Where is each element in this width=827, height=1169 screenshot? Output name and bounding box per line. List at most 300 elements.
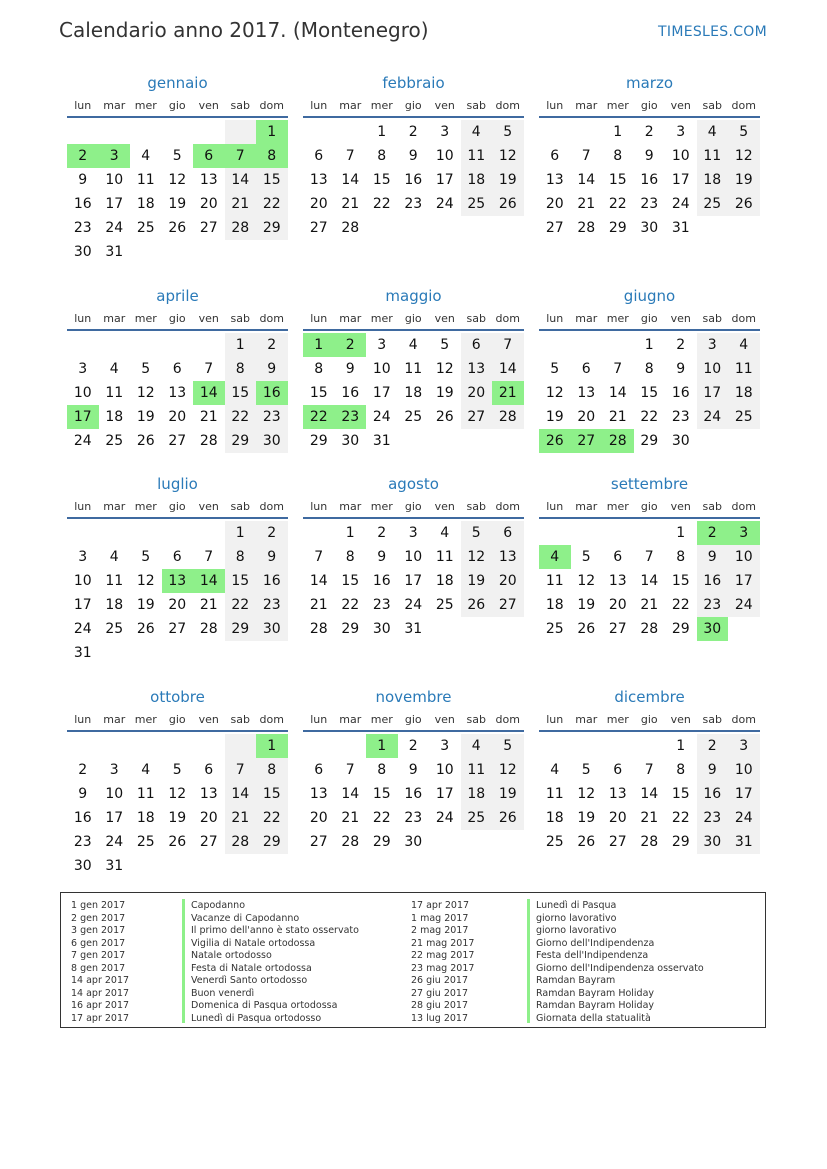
day-cell: 11 bbox=[435, 549, 454, 565]
day-cell: 24 bbox=[105, 220, 124, 236]
weekday-label: mar bbox=[575, 312, 598, 325]
weekday-label: dom bbox=[731, 500, 756, 513]
day-cell: 15 bbox=[671, 573, 690, 589]
day-cell: 31 bbox=[105, 244, 124, 260]
weekday-label: mar bbox=[575, 500, 598, 513]
empty-cell bbox=[256, 854, 288, 878]
day-cell: 11 bbox=[136, 786, 155, 802]
weekday-label: lun bbox=[546, 500, 564, 513]
day-cell: 9 bbox=[78, 172, 88, 188]
day-cell: 29 bbox=[225, 617, 257, 641]
day-cell: 24 bbox=[728, 593, 760, 617]
empty-cell bbox=[99, 333, 131, 357]
weekday-label: ven bbox=[198, 500, 219, 513]
weekday-label: gio bbox=[640, 99, 658, 112]
day-cell: 18 bbox=[105, 409, 124, 425]
day-cell: 8 bbox=[225, 357, 257, 381]
weekday-header bbox=[67, 309, 288, 331]
weekday-label: gio bbox=[640, 713, 658, 726]
day-cell: 31 bbox=[105, 858, 124, 874]
day-cell: 3 bbox=[377, 337, 387, 353]
weekday-label: ven bbox=[434, 500, 455, 513]
weekday-label: gio bbox=[404, 500, 422, 513]
legend-date: 6 gen 2017 bbox=[71, 937, 126, 949]
day-cell: 15 bbox=[372, 786, 391, 802]
day-cell: 13 bbox=[162, 569, 194, 593]
day-cell: 20 bbox=[461, 381, 493, 405]
weekday-label: lun bbox=[310, 500, 328, 513]
day-cell: 3 bbox=[78, 549, 88, 565]
day-cell: 15 bbox=[225, 569, 257, 593]
empty-cell bbox=[539, 120, 571, 144]
day-cell: 17 bbox=[671, 172, 690, 188]
empty-cell bbox=[602, 521, 634, 545]
empty-cell bbox=[461, 830, 493, 854]
day-cell: 5 bbox=[492, 734, 524, 758]
day-cell: 20 bbox=[608, 810, 627, 826]
day-cell: 5 bbox=[141, 549, 151, 565]
day-cell: 25 bbox=[105, 433, 124, 449]
weekday-label: lun bbox=[74, 500, 92, 513]
weekday-label: dom bbox=[495, 312, 520, 325]
day-cell: 22 bbox=[671, 597, 690, 613]
day-cell: 28 bbox=[225, 216, 257, 240]
day-cell: 9 bbox=[676, 361, 686, 377]
day-cell: 3 bbox=[697, 333, 729, 357]
empty-cell bbox=[256, 641, 288, 665]
day-cell: 11 bbox=[136, 172, 155, 188]
day-cell: 11 bbox=[697, 144, 729, 168]
day-cell: 19 bbox=[435, 385, 454, 401]
weekday-label: ven bbox=[198, 99, 219, 112]
day-cell: 20 bbox=[577, 409, 596, 425]
day-cell: 3 bbox=[728, 521, 760, 545]
day-cell: 16 bbox=[404, 786, 423, 802]
legend-holiday-name: Lunedì di Pasqua bbox=[536, 900, 617, 911]
weekday-label: lun bbox=[74, 99, 92, 112]
day-cell: 20 bbox=[309, 810, 328, 826]
day-cell: 23 bbox=[697, 593, 729, 617]
month-settembre bbox=[539, 473, 760, 641]
empty-cell bbox=[162, 120, 194, 144]
holiday-legend bbox=[60, 892, 766, 1028]
day-cell: 4 bbox=[440, 525, 450, 541]
day-cell: 8 bbox=[676, 762, 686, 778]
day-cell: 13 bbox=[309, 172, 328, 188]
day-cell: 28 bbox=[225, 830, 257, 854]
day-cell: 10 bbox=[435, 762, 454, 778]
weekday-label: mer bbox=[606, 713, 629, 726]
day-cell: 1 bbox=[377, 124, 387, 140]
day-cell: 30 bbox=[73, 858, 92, 874]
day-cell: 18 bbox=[404, 385, 423, 401]
empty-cell bbox=[162, 240, 194, 264]
month-title: marzo bbox=[625, 74, 674, 92]
day-cell: 7 bbox=[225, 758, 257, 782]
weekday-label: sab bbox=[702, 312, 722, 325]
day-cell: 27 bbox=[199, 834, 218, 850]
month-luglio bbox=[67, 473, 288, 665]
day-cell: 13 bbox=[545, 172, 564, 188]
day-cell: 16 bbox=[256, 381, 288, 405]
day-cell: 6 bbox=[193, 144, 225, 168]
day-grid bbox=[539, 521, 760, 641]
legend-holiday-name: giorno lavorativo bbox=[536, 925, 617, 936]
day-cell: 28 bbox=[199, 621, 218, 637]
day-cell: 17 bbox=[435, 786, 454, 802]
day-cell: 4 bbox=[408, 337, 418, 353]
month-title: maggio bbox=[385, 287, 442, 305]
weekday-label: ven bbox=[198, 312, 219, 325]
day-cell: 24 bbox=[435, 810, 454, 826]
weekday-label: gio bbox=[640, 500, 658, 513]
empty-cell bbox=[429, 617, 461, 641]
weekday-label: lun bbox=[546, 312, 564, 325]
day-cell: 7 bbox=[581, 148, 591, 164]
day-grid bbox=[303, 120, 524, 240]
day-cell: 23 bbox=[335, 405, 367, 429]
day-cell: 24 bbox=[697, 405, 729, 429]
legend-holiday-name: Il primo dell'anno è stato osservato bbox=[191, 925, 359, 936]
legend-holiday-name: Ramdan Bayram bbox=[536, 975, 616, 986]
weekday-label: mer bbox=[606, 312, 629, 325]
legend-holiday-name: Natale ortodosso bbox=[191, 950, 272, 961]
empty-cell bbox=[492, 830, 524, 854]
day-cell: 25 bbox=[697, 192, 729, 216]
empty-cell bbox=[366, 216, 398, 240]
day-cell: 19 bbox=[545, 409, 564, 425]
day-cell: 17 bbox=[728, 569, 760, 593]
weekday-label: sab bbox=[230, 713, 250, 726]
weekday-label: mar bbox=[575, 713, 598, 726]
day-cell: 20 bbox=[168, 409, 187, 425]
day-grid bbox=[67, 734, 288, 878]
day-cell: 11 bbox=[105, 385, 124, 401]
day-cell: 23 bbox=[73, 220, 92, 236]
weekday-label: lun bbox=[310, 312, 328, 325]
day-cell: 8 bbox=[256, 144, 288, 168]
weekday-label: mar bbox=[103, 99, 126, 112]
empty-cell bbox=[99, 120, 131, 144]
day-cell: 8 bbox=[613, 148, 623, 164]
legend-date: 8 gen 2017 bbox=[71, 962, 126, 974]
day-cell: 15 bbox=[256, 168, 288, 192]
legend-date: 27 giu 2017 bbox=[411, 987, 468, 999]
empty-cell bbox=[162, 734, 194, 758]
day-cell: 12 bbox=[168, 786, 187, 802]
day-cell: 17 bbox=[73, 597, 92, 613]
weekday-label: dom bbox=[495, 99, 520, 112]
day-cell: 7 bbox=[644, 762, 654, 778]
day-cell: 27 bbox=[608, 834, 627, 850]
day-cell: 23 bbox=[697, 806, 729, 830]
day-cell: 6 bbox=[613, 549, 623, 565]
day-cell: 24 bbox=[404, 597, 423, 613]
day-cell: 15 bbox=[640, 385, 659, 401]
day-cell: 12 bbox=[545, 385, 564, 401]
day-cell: 15 bbox=[225, 381, 257, 405]
day-cell: 23 bbox=[372, 597, 391, 613]
day-cell: 6 bbox=[172, 361, 182, 377]
empty-cell bbox=[539, 521, 571, 545]
empty-cell bbox=[130, 854, 162, 878]
empty-cell bbox=[728, 216, 760, 240]
legend-marker-right bbox=[527, 899, 530, 1023]
empty-cell bbox=[99, 521, 131, 545]
day-cell: 7 bbox=[613, 361, 623, 377]
weekday-label: sab bbox=[466, 312, 486, 325]
empty-cell bbox=[162, 521, 194, 545]
empty-cell bbox=[571, 734, 603, 758]
day-cell: 5 bbox=[581, 549, 591, 565]
day-cell: 27 bbox=[309, 834, 328, 850]
legend-date: 1 mag 2017 bbox=[411, 912, 469, 924]
day-cell: 24 bbox=[73, 621, 92, 637]
day-cell: 3 bbox=[78, 361, 88, 377]
day-cell: 1 bbox=[303, 333, 335, 357]
day-cell: 13 bbox=[309, 786, 328, 802]
day-cell: 15 bbox=[256, 782, 288, 806]
day-cell: 29 bbox=[256, 216, 288, 240]
month-title: gennaio bbox=[147, 74, 208, 92]
empty-cell bbox=[539, 333, 571, 357]
day-cell: 16 bbox=[404, 172, 423, 188]
day-cell: 24 bbox=[435, 196, 454, 212]
day-cell: 10 bbox=[728, 758, 760, 782]
day-cell: 26 bbox=[461, 593, 493, 617]
legend-holiday-name: Venerdì Santo ortodosso bbox=[191, 975, 308, 986]
legend-holiday-name: Capodanno bbox=[191, 900, 246, 911]
day-cell: 5 bbox=[728, 120, 760, 144]
day-cell: 1 bbox=[676, 525, 686, 541]
day-cell: 10 bbox=[372, 361, 391, 377]
legend-date: 26 giu 2017 bbox=[411, 975, 468, 986]
weekday-label: ven bbox=[434, 312, 455, 325]
day-cell: 28 bbox=[492, 405, 524, 429]
day-cell: 14 bbox=[225, 168, 257, 192]
empty-cell bbox=[398, 429, 430, 453]
weekday-label: gio bbox=[404, 99, 422, 112]
day-cell: 5 bbox=[581, 762, 591, 778]
weekday-label: ven bbox=[434, 713, 455, 726]
legend-dates-left bbox=[71, 900, 129, 1025]
weekday-header bbox=[539, 309, 760, 331]
day-cell: 29 bbox=[608, 220, 627, 236]
day-cell: 8 bbox=[676, 549, 686, 565]
month-title: giugno bbox=[623, 287, 676, 305]
day-cell: 12 bbox=[461, 545, 493, 569]
day-cell: 12 bbox=[492, 144, 524, 168]
day-cell: 26 bbox=[577, 834, 596, 850]
day-cell: 17 bbox=[67, 405, 99, 429]
brand-link[interactable]: TIMESLES.COM bbox=[658, 24, 767, 40]
day-cell: 26 bbox=[492, 192, 524, 216]
day-cell: 15 bbox=[341, 573, 360, 589]
day-cell: 1 bbox=[225, 333, 257, 357]
day-cell: 31 bbox=[404, 621, 423, 637]
day-cell: 9 bbox=[697, 545, 729, 569]
day-cell: 4 bbox=[141, 148, 151, 164]
month-dicembre bbox=[539, 686, 760, 854]
day-cell: 6 bbox=[314, 762, 324, 778]
weekday-label: gio bbox=[404, 713, 422, 726]
day-cell: 16 bbox=[372, 573, 391, 589]
empty-cell bbox=[193, 734, 225, 758]
day-cell: 3 bbox=[440, 124, 450, 140]
day-cell: 13 bbox=[608, 786, 627, 802]
day-cell: 23 bbox=[73, 834, 92, 850]
day-cell: 15 bbox=[671, 786, 690, 802]
day-cell: 13 bbox=[199, 172, 218, 188]
empty-cell bbox=[130, 240, 162, 264]
day-cell: 8 bbox=[314, 361, 324, 377]
day-cell: 16 bbox=[671, 385, 690, 401]
day-cell: 7 bbox=[644, 549, 654, 565]
day-cell: 5 bbox=[492, 120, 524, 144]
empty-cell bbox=[461, 216, 493, 240]
empty-cell bbox=[130, 521, 162, 545]
day-cell: 2 bbox=[644, 124, 654, 140]
day-cell: 23 bbox=[256, 593, 288, 617]
weekday-label: sab bbox=[466, 713, 486, 726]
empty-cell bbox=[429, 429, 461, 453]
day-cell: 15 bbox=[309, 385, 328, 401]
day-cell: 17 bbox=[404, 573, 423, 589]
weekday-label: mar bbox=[339, 713, 362, 726]
day-cell: 22 bbox=[256, 806, 288, 830]
month-giugno bbox=[539, 285, 760, 453]
legend-holiday-name: Vigilia di Natale ortodossa bbox=[191, 937, 316, 949]
day-cell: 17 bbox=[697, 381, 729, 405]
weekday-header bbox=[67, 710, 288, 732]
weekday-label: ven bbox=[670, 312, 691, 325]
day-cell: 5 bbox=[461, 521, 493, 545]
empty-cell bbox=[162, 854, 194, 878]
empty-cell bbox=[728, 617, 760, 641]
weekday-label: lun bbox=[74, 312, 92, 325]
day-cell: 16 bbox=[256, 569, 288, 593]
empty-cell bbox=[335, 120, 367, 144]
month-title: novembre bbox=[375, 688, 452, 706]
day-cell: 11 bbox=[461, 758, 493, 782]
day-cell: 20 bbox=[492, 569, 524, 593]
day-cell: 20 bbox=[199, 196, 218, 212]
day-cell: 23 bbox=[404, 810, 423, 826]
day-cell: 27 bbox=[492, 593, 524, 617]
empty-cell bbox=[225, 240, 257, 264]
day-cell: 21 bbox=[199, 409, 218, 425]
day-cell: 7 bbox=[204, 361, 214, 377]
day-cell: 25 bbox=[105, 621, 124, 637]
day-cell: 21 bbox=[225, 192, 257, 216]
day-cell: 22 bbox=[225, 405, 257, 429]
day-cell: 9 bbox=[697, 758, 729, 782]
day-cell: 12 bbox=[168, 172, 187, 188]
month-aprile bbox=[67, 285, 288, 453]
day-cell: 6 bbox=[581, 361, 591, 377]
day-cell: 18 bbox=[461, 782, 493, 806]
legend-names-right bbox=[536, 900, 704, 1025]
day-cell: 3 bbox=[728, 734, 760, 758]
empty-cell bbox=[492, 216, 524, 240]
day-cell: 21 bbox=[199, 597, 218, 613]
day-cell: 7 bbox=[225, 144, 257, 168]
day-cell: 2 bbox=[697, 734, 729, 758]
day-cell: 19 bbox=[577, 597, 596, 613]
legend-date: 3 gen 2017 bbox=[71, 925, 126, 936]
weekday-header bbox=[67, 96, 288, 118]
weekday-label: mer bbox=[606, 99, 629, 112]
day-grid bbox=[67, 120, 288, 264]
day-cell: 13 bbox=[168, 385, 187, 401]
day-cell: 3 bbox=[109, 762, 119, 778]
day-cell: 6 bbox=[204, 762, 214, 778]
weekday-label: gio bbox=[168, 713, 186, 726]
legend-holiday-name: Giornata della statualità bbox=[536, 1012, 651, 1024]
empty-cell bbox=[571, 333, 603, 357]
day-cell: 27 bbox=[309, 220, 328, 236]
day-cell: 14 bbox=[225, 782, 257, 806]
day-cell: 3 bbox=[99, 144, 131, 168]
empty-cell bbox=[461, 617, 493, 641]
day-cell: 10 bbox=[73, 573, 92, 589]
empty-cell bbox=[130, 333, 162, 357]
weekday-header bbox=[303, 497, 524, 519]
empty-cell bbox=[67, 521, 99, 545]
day-grid bbox=[539, 734, 760, 854]
month-title: settembre bbox=[610, 475, 689, 493]
legend-names-left bbox=[191, 900, 359, 1025]
weekday-header bbox=[539, 497, 760, 519]
day-cell: 26 bbox=[168, 834, 187, 850]
empty-cell bbox=[67, 734, 99, 758]
day-cell: 29 bbox=[671, 834, 690, 850]
day-cell: 20 bbox=[545, 196, 564, 212]
month-febbraio bbox=[303, 72, 524, 240]
legend-holiday-name: Giorno dell'Indipendenza osservato bbox=[536, 962, 704, 974]
empty-cell bbox=[256, 240, 288, 264]
weekday-label: lun bbox=[546, 713, 564, 726]
empty-cell bbox=[429, 216, 461, 240]
day-cell: 16 bbox=[697, 782, 729, 806]
legend-date: 14 apr 2017 bbox=[71, 975, 130, 986]
weekday-label: sab bbox=[230, 312, 250, 325]
day-cell: 9 bbox=[408, 762, 418, 778]
day-cell: 3 bbox=[440, 738, 450, 754]
legend-date: 23 mag 2017 bbox=[411, 962, 475, 974]
weekday-label: mer bbox=[370, 500, 393, 513]
day-cell: 14 bbox=[309, 573, 328, 589]
weekday-label: ven bbox=[198, 713, 219, 726]
day-cell: 4 bbox=[697, 120, 729, 144]
day-cell: 28 bbox=[602, 429, 634, 453]
legend-holiday-name: Ramdan Bayram Holiday bbox=[536, 987, 655, 999]
day-cell: 14 bbox=[640, 786, 659, 802]
weekday-label: lun bbox=[74, 713, 92, 726]
legend-holiday-name: Vacanze di Capodanno bbox=[191, 912, 300, 924]
month-maggio bbox=[303, 285, 524, 453]
day-cell: 8 bbox=[256, 758, 288, 782]
legend-date: 7 gen 2017 bbox=[71, 950, 126, 961]
day-cell: 26 bbox=[728, 192, 760, 216]
day-cell: 25 bbox=[545, 834, 564, 850]
day-cell: 12 bbox=[492, 758, 524, 782]
empty-cell bbox=[602, 333, 634, 357]
day-cell: 21 bbox=[640, 597, 659, 613]
weekday-label: mer bbox=[370, 99, 393, 112]
day-cell: 21 bbox=[608, 409, 627, 425]
day-cell: 2 bbox=[256, 333, 288, 357]
